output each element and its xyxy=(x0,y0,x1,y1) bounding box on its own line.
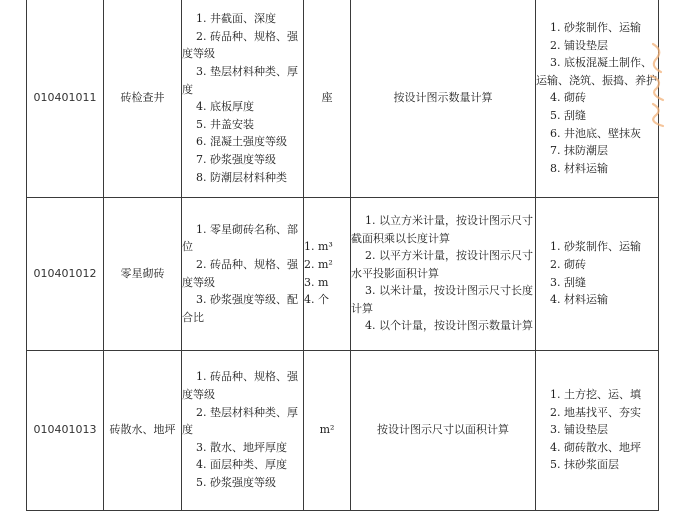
item-rule: 按设计图示数量计算 xyxy=(351,0,536,197)
feature-line: 2. 砖品种、规格、强度等级 xyxy=(182,29,298,61)
item-work xyxy=(536,197,659,350)
work-line: 4. 砌砖 xyxy=(550,91,586,105)
feature-line: 3. 散水、地坪厚度 xyxy=(196,440,287,454)
work-line: 2. 砌砖 xyxy=(550,257,586,271)
table-row xyxy=(27,350,659,510)
work-line: 3. 刮缝 xyxy=(550,275,586,289)
unit-line: 3. m xyxy=(304,275,329,289)
item-name: 砖检查井 xyxy=(104,0,182,197)
feature-line: 4. 面层种类、厚度 xyxy=(196,458,287,472)
work-line: 5. 刮缝 xyxy=(550,109,586,123)
item-code: 010401012 xyxy=(27,197,104,350)
rule-line: 4. 以个计量，按设计图示数量计算 xyxy=(365,319,533,333)
work-line: 1. 土方挖、运、填 xyxy=(550,388,641,402)
unit-line: 2. m² xyxy=(304,257,333,271)
feature-line: 3. 砂浆强度等级、配合比 xyxy=(182,293,298,324)
feature-line: 7. 砂浆强度等级 xyxy=(196,153,276,167)
rule-line: 2. 以平方米计量，按设计图示尺寸水平投影面积计算 xyxy=(351,249,533,280)
feature-line: 5. 井盖安装 xyxy=(196,117,254,131)
unit-line: 1. m³ xyxy=(304,240,333,254)
feature-line: 4. 底板厚度 xyxy=(196,100,254,114)
feature-line: 6. 混凝土强度等级 xyxy=(196,135,287,149)
feature-line: 2. 垫层材料种类、厚度 xyxy=(182,405,298,437)
feature-line: 1. 零星砌砖名称、部位 xyxy=(182,222,298,254)
feature-line: 2. 砖品种、规格、强度等级 xyxy=(182,257,298,289)
item-work xyxy=(536,350,659,510)
work-line: 4. 砌砖散水、地坪 xyxy=(550,440,641,454)
feature-line: 8. 防潮层材料种类 xyxy=(196,170,287,184)
watermark-icon xyxy=(647,40,669,130)
item-features xyxy=(182,197,304,350)
work-line: 3. 铺设垫层 xyxy=(550,423,608,437)
item-rules xyxy=(351,197,536,350)
item-name: 砖散水、地坪 xyxy=(104,350,182,510)
watermark-graphic xyxy=(648,40,670,130)
feature-line: 1. 砖品种、规格、强度等级 xyxy=(182,370,298,402)
work-line: 5. 抹砂浆面层 xyxy=(550,458,619,472)
work-line: 2. 地基找平、夯实 xyxy=(550,405,641,419)
item-units xyxy=(304,197,351,350)
work-line: 6. 井池底、壁抹灰 xyxy=(550,126,641,140)
item-work xyxy=(536,0,659,197)
table-row xyxy=(27,0,659,197)
item-features xyxy=(182,350,304,510)
work-line: 2. 铺设垫层 xyxy=(550,38,608,52)
work-line: 1. 砂浆制作、运输 xyxy=(550,21,641,35)
unit-line: 4. 个 xyxy=(304,293,329,307)
item-code: 010401011 xyxy=(27,0,104,197)
feature-line: 3. 垫层材料种类、厚度 xyxy=(182,65,298,96)
feature-line: 5. 砂浆强度等级 xyxy=(196,475,276,489)
item-name: 零星砌砖 xyxy=(104,197,182,350)
work-line: 8. 材料运输 xyxy=(550,161,608,175)
item-features xyxy=(182,0,304,197)
table-row xyxy=(27,197,659,350)
work-line: 4. 材料运输 xyxy=(550,293,608,307)
item-code: 010401013 xyxy=(27,350,104,510)
feature-line: 1. 井截面、深度 xyxy=(196,12,276,26)
item-unit: m² xyxy=(304,350,351,510)
specification-table xyxy=(26,0,659,511)
item-unit: 座 xyxy=(304,0,351,197)
rule-line: 1. 以立方米计量，按设计图示尺寸截面积乘以长度计算 xyxy=(351,213,533,245)
work-line: 7. 抹防潮层 xyxy=(550,144,608,158)
rule-line: 3. 以米计量，按设计图示尺寸长度计算 xyxy=(351,284,533,315)
item-rule: 按设计图示尺寸以面积计算 xyxy=(351,350,536,510)
work-line: 3. 底板混凝土制作、运输、浇筑、振捣、养护 xyxy=(536,56,657,87)
work-line: 1. 砂浆制作、运输 xyxy=(550,240,641,254)
